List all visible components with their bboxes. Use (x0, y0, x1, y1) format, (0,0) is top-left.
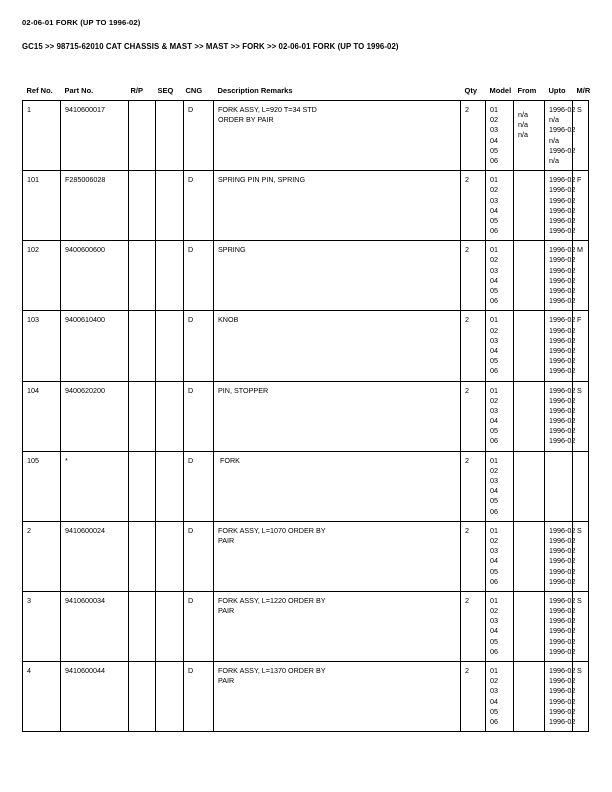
stacked-value: 1996-02 (549, 315, 576, 325)
cell-seq (156, 241, 184, 311)
cell-mr: M (573, 241, 589, 311)
column-header-part: Part No. (64, 86, 94, 95)
stacked-value: 01 (490, 455, 498, 465)
stacked-value: 01 (490, 245, 498, 255)
stacked-value: 05 (490, 566, 498, 576)
table-row[interactable] (23, 171, 589, 241)
cell-from (514, 451, 545, 521)
stacked-value: 01 (490, 525, 498, 535)
stacked-value: n/a (549, 155, 559, 165)
stacked-value: 1996-02 (549, 296, 576, 306)
stacked-value: 06 (490, 506, 498, 516)
stacked-value: 1996-02 (549, 525, 576, 535)
stacked-value: 02 (490, 606, 498, 616)
cell-upto (545, 241, 576, 311)
description-line: SPRING (218, 245, 246, 255)
parts-table-body (23, 101, 589, 732)
cell-cng: D (184, 171, 214, 241)
cell-ref-no: 101 (23, 171, 61, 241)
cell-part-no: 9400610400 (61, 311, 129, 381)
column-header-model: Model (489, 86, 512, 95)
cell-mr: S (573, 591, 589, 661)
cell-upto (545, 451, 573, 521)
cell-mr: S (573, 662, 589, 732)
column-header-cng: CNG (185, 86, 203, 95)
stacked-value: 04 (490, 696, 498, 706)
cell-seq (156, 591, 184, 661)
stacked-value: 04 (490, 416, 498, 426)
stacked-value: 04 (490, 345, 498, 355)
cell-description (214, 101, 461, 171)
stacked-value: 1996-02 (549, 356, 576, 366)
stacked-value: 1996-02 (549, 646, 576, 656)
stacked-value: 1996-02 (549, 125, 576, 135)
cell-model (486, 241, 514, 311)
cell-rp (129, 591, 156, 661)
cell-cng: D (184, 591, 214, 661)
stacked-value: 06 (490, 646, 498, 656)
stacked-value: 04 (490, 135, 498, 145)
cell-model (486, 381, 514, 451)
stacked-value: 01 (490, 666, 498, 675)
stacked-value: 04 (490, 486, 498, 496)
stacked-value: 1996-02 (549, 366, 576, 376)
table-row[interactable] (23, 451, 589, 521)
header-row (23, 86, 589, 100)
cell-seq (156, 451, 184, 521)
stacked-value: 06 (490, 296, 498, 306)
stacked-value: 03 (490, 686, 498, 696)
stacked-value: 02 (490, 676, 498, 686)
column-header-qty: Qty (464, 86, 478, 95)
stacked-value: 02 (490, 325, 498, 335)
stacked-value: n/a (518, 110, 528, 119)
stacked-value: 1996-02 (549, 426, 576, 436)
stacked-value-list (490, 315, 510, 376)
stacked-value: 01 (490, 315, 498, 325)
column-header-upto: Upto (548, 86, 566, 95)
stacked-value: n/a (518, 130, 528, 140)
cell-cng: D (184, 381, 214, 451)
cell-model (486, 171, 514, 241)
stacked-value: 02 (490, 185, 498, 195)
stacked-value-list (518, 105, 541, 141)
stacked-value-list (490, 456, 510, 517)
stacked-value: 05 (490, 706, 498, 716)
stacked-value: 1996-02 (549, 626, 576, 636)
cell-from (514, 662, 545, 732)
description-line: FORK (218, 455, 240, 465)
cell-qty: 2 (461, 311, 486, 381)
breadcrumb: GC15 >> 98715-62010 CAT CHASSIS & MAST >> MAST >> FORK >> 02-06-01 FORK (UP TO 1996-02) (22, 42, 399, 51)
stacked-value: 1996-02 (549, 286, 576, 295)
column-header-rp: R/P (130, 86, 144, 95)
stacked-value-list (490, 526, 510, 587)
stacked-value: 06 (490, 226, 498, 236)
stacked-value: 05 (490, 496, 498, 506)
stacked-value: 05 (490, 636, 498, 646)
stacked-value: 1996-02 (549, 696, 576, 706)
cell-from (514, 381, 545, 451)
stacked-value: n/a (549, 135, 559, 145)
table-row[interactable] (23, 101, 589, 171)
stacked-value-list (549, 175, 576, 236)
cell-upto (545, 662, 576, 732)
stacked-value: 1996-02 (549, 535, 576, 545)
cell-seq (156, 381, 184, 451)
stacked-value: 06 (490, 366, 498, 376)
stacked-value-list (549, 666, 576, 727)
cell-from (514, 241, 545, 311)
cell-model (486, 521, 514, 591)
cell-upto (545, 311, 576, 381)
cell-seq (156, 521, 184, 591)
stacked-value: 04 (490, 556, 498, 566)
cell-ref-no: 103 (23, 311, 61, 381)
cell-upto (545, 101, 576, 171)
cell-model (486, 591, 514, 661)
cell-from (514, 171, 545, 241)
parts-table (22, 86, 589, 732)
stacked-value: 1996-02 (549, 606, 576, 616)
stacked-value: 1996-02 (549, 556, 576, 566)
cell-part-no: 9400600600 (61, 241, 129, 311)
cell-qty: 2 (461, 381, 486, 451)
cell-description (214, 521, 461, 591)
stacked-value-list (490, 245, 510, 306)
stacked-value: 05 (490, 426, 498, 436)
stacked-value: 02 (490, 465, 498, 475)
stacked-value: 1996-02 (549, 175, 576, 185)
cell-mr: S (573, 381, 589, 451)
stacked-value: 1996-02 (549, 616, 576, 626)
cell-ref-no: 102 (23, 241, 61, 311)
cell-qty: 2 (461, 591, 486, 661)
parts-table-head (23, 86, 589, 101)
stacked-value: 05 (490, 145, 498, 155)
stacked-value: 1996-02 (549, 566, 576, 576)
stacked-value: 04 (490, 275, 498, 285)
table-row[interactable] (23, 591, 589, 661)
description-line: SPRING PIN PIN, SPRING (218, 175, 306, 185)
cell-description (214, 311, 461, 381)
stacked-value: n/a (549, 115, 559, 125)
description-line: FORK ASSY, L=920 T=34 STD (218, 105, 317, 114)
page-title: 02-06-01 FORK (UP TO 1996-02) (22, 18, 141, 27)
table-row[interactable] (23, 311, 589, 381)
stacked-value: 1996-02 (549, 636, 576, 646)
cell-seq (156, 171, 184, 241)
cell-ref-no: 3 (23, 591, 61, 661)
stacked-value: 1996-02 (549, 405, 576, 415)
stacked-value-list (490, 105, 510, 166)
cell-cng: D (184, 101, 214, 171)
cell-qty: 2 (461, 241, 486, 311)
stacked-value: 03 (490, 616, 498, 626)
stacked-value: 05 (490, 286, 498, 295)
table-row[interactable] (23, 662, 589, 732)
cell-part-no: 9410600034 (61, 591, 129, 661)
stacked-value: 04 (490, 626, 498, 636)
stacked-value: 1996-02 (549, 145, 576, 155)
stacked-value-list (549, 315, 576, 376)
stacked-value: 1996-02 (549, 706, 576, 716)
cell-ref-no: 105 (23, 451, 61, 521)
description-line: PAIR (218, 676, 235, 686)
stacked-value: 03 (490, 265, 498, 275)
description-line: KNOB (218, 315, 239, 325)
stacked-value: 1996-02 (549, 546, 576, 556)
stacked-value: 05 (490, 356, 498, 366)
cell-model (486, 451, 514, 521)
column-header-mr: M/R (576, 86, 591, 95)
stacked-value: 03 (490, 125, 498, 135)
stacked-value: 03 (490, 335, 498, 345)
stacked-value-list (549, 595, 576, 657)
cell-from (514, 101, 545, 171)
cell-part-no: F285006028 (61, 171, 129, 241)
stacked-value: 1996-02 (549, 265, 576, 275)
description-line: FORK ASSY, L=1220 ORDER BY (218, 595, 326, 605)
cell-part-no: 9400620200 (61, 381, 129, 451)
cell-from (514, 591, 545, 661)
stacked-value: 1996-02 (549, 436, 576, 446)
stacked-value-list (549, 245, 576, 306)
cell-seq (156, 311, 184, 381)
cell-qty: 2 (461, 662, 486, 732)
cell-ref-no: 1 (23, 101, 61, 171)
cell-description (214, 171, 461, 241)
stacked-value: 03 (490, 195, 498, 205)
stacked-value: 05 (490, 215, 498, 225)
stacked-value: n/a (518, 120, 528, 130)
stacked-value: 1996-02 (549, 676, 576, 686)
cell-description (214, 241, 461, 311)
stacked-value: 03 (490, 546, 498, 556)
cell-cng: D (184, 662, 214, 732)
cell-cng: D (184, 451, 214, 521)
stacked-value: 1996-02 (549, 576, 576, 586)
cell-rp (129, 241, 156, 311)
stacked-value: 1996-02 (549, 215, 576, 225)
description-line: PIN, STOPPER (218, 385, 269, 395)
stacked-value: 1996-02 (549, 325, 576, 335)
stacked-value: 01 (490, 595, 498, 605)
stacked-value: 1996-02 (549, 205, 576, 215)
stacked-value-list (549, 525, 576, 587)
stacked-value: 06 (490, 436, 498, 446)
stacked-value: 06 (490, 155, 498, 165)
cell-from (514, 521, 545, 591)
cell-qty: 2 (461, 101, 486, 171)
cell-part-no: 9410600044 (61, 662, 129, 732)
stacked-value: 1996-02 (549, 255, 576, 265)
cell-description (214, 381, 461, 451)
column-header-ref: Ref No. (26, 86, 53, 95)
stacked-value: 1996-02 (549, 416, 576, 426)
stacked-value: 03 (490, 476, 498, 485)
cell-model (486, 311, 514, 381)
stacked-value: 1996-02 (549, 716, 576, 726)
cell-rp (129, 171, 156, 241)
stacked-value: 1996-02 (549, 385, 576, 395)
cell-description (214, 451, 461, 521)
cell-part-no: * (61, 451, 129, 521)
stacked-value-list (549, 385, 576, 447)
stacked-value-list (549, 105, 576, 166)
description-line: FORK ASSY, L=1370 ORDER BY (218, 666, 326, 675)
column-header-seq: SEQ (157, 86, 174, 95)
table-row[interactable] (23, 521, 589, 591)
cell-ref-no: 4 (23, 662, 61, 732)
stacked-value: 1996-02 (549, 666, 576, 675)
stacked-value: 1996-02 (549, 345, 576, 355)
stacked-value: 06 (490, 576, 498, 586)
cell-mr (573, 451, 589, 521)
cell-description (214, 591, 461, 661)
stacked-value: 02 (490, 535, 498, 545)
stacked-value: 1996-02 (549, 245, 576, 255)
description-line: FORK ASSY, L=1070 ORDER BY (218, 525, 326, 535)
cell-ref-no: 2 (23, 521, 61, 591)
cell-cng: D (184, 241, 214, 311)
cell-mr: S (573, 101, 589, 171)
stacked-value: 1996-02 (549, 395, 576, 405)
stacked-value: 1996-02 (549, 195, 576, 205)
cell-ref-no: 104 (23, 381, 61, 451)
stacked-value: 06 (490, 716, 498, 726)
stacked-value: 01 (490, 385, 498, 395)
stacked-value-list (490, 175, 510, 236)
cell-qty: 2 (461, 171, 486, 241)
stacked-value: 04 (490, 205, 498, 215)
stacked-value: 1996-02 (549, 226, 576, 236)
stacked-value: 1996-02 (549, 686, 576, 696)
cell-rp (129, 451, 156, 521)
cell-from (514, 311, 545, 381)
cell-mr: S (573, 521, 589, 591)
cell-description (214, 662, 461, 732)
cell-upto (545, 171, 576, 241)
cell-upto (545, 591, 576, 661)
stacked-value: 03 (490, 405, 498, 415)
parts-table-container (22, 86, 591, 732)
cell-qty: 2 (461, 521, 486, 591)
stacked-value: 01 (490, 175, 498, 185)
stacked-value: 1996-02 (549, 105, 576, 114)
column-header-from: From (517, 86, 537, 95)
cell-rp (129, 521, 156, 591)
stacked-value: 1996-02 (549, 185, 576, 195)
cell-model (486, 101, 514, 171)
cell-rp (129, 662, 156, 732)
cell-upto (545, 521, 576, 591)
cell-upto (545, 381, 576, 451)
stacked-value: 1996-02 (549, 595, 576, 605)
column-header-description: Description Remarks (217, 86, 293, 95)
stacked-value: 02 (490, 395, 498, 405)
cell-mr: F (573, 311, 589, 381)
table-row[interactable] (23, 241, 589, 311)
stacked-value: 1996-02 (549, 335, 576, 345)
stacked-value: 01 (490, 105, 498, 114)
cell-cng: D (184, 521, 214, 591)
cell-mr: F (573, 171, 589, 241)
stacked-value-list (490, 386, 510, 447)
stacked-value: 02 (490, 115, 498, 125)
cell-seq (156, 101, 184, 171)
table-row[interactable] (23, 381, 589, 451)
cell-part-no: 9410600024 (61, 521, 129, 591)
description-line: PAIR (218, 535, 235, 545)
stacked-value: 1996-02 (549, 275, 576, 285)
cell-seq (156, 662, 184, 732)
cell-qty: 2 (461, 451, 486, 521)
cell-rp (129, 311, 156, 381)
stacked-value: 02 (490, 255, 498, 265)
description-line: PAIR (218, 606, 235, 616)
cell-cng: D (184, 311, 214, 381)
cell-model (486, 662, 514, 732)
stacked-value-list (490, 666, 510, 727)
stacked-value-list (490, 596, 510, 657)
cell-rp (129, 381, 156, 451)
description-line: ORDER BY PAIR (218, 115, 274, 125)
cell-rp (129, 101, 156, 171)
cell-part-no: 9410600017 (61, 101, 129, 171)
